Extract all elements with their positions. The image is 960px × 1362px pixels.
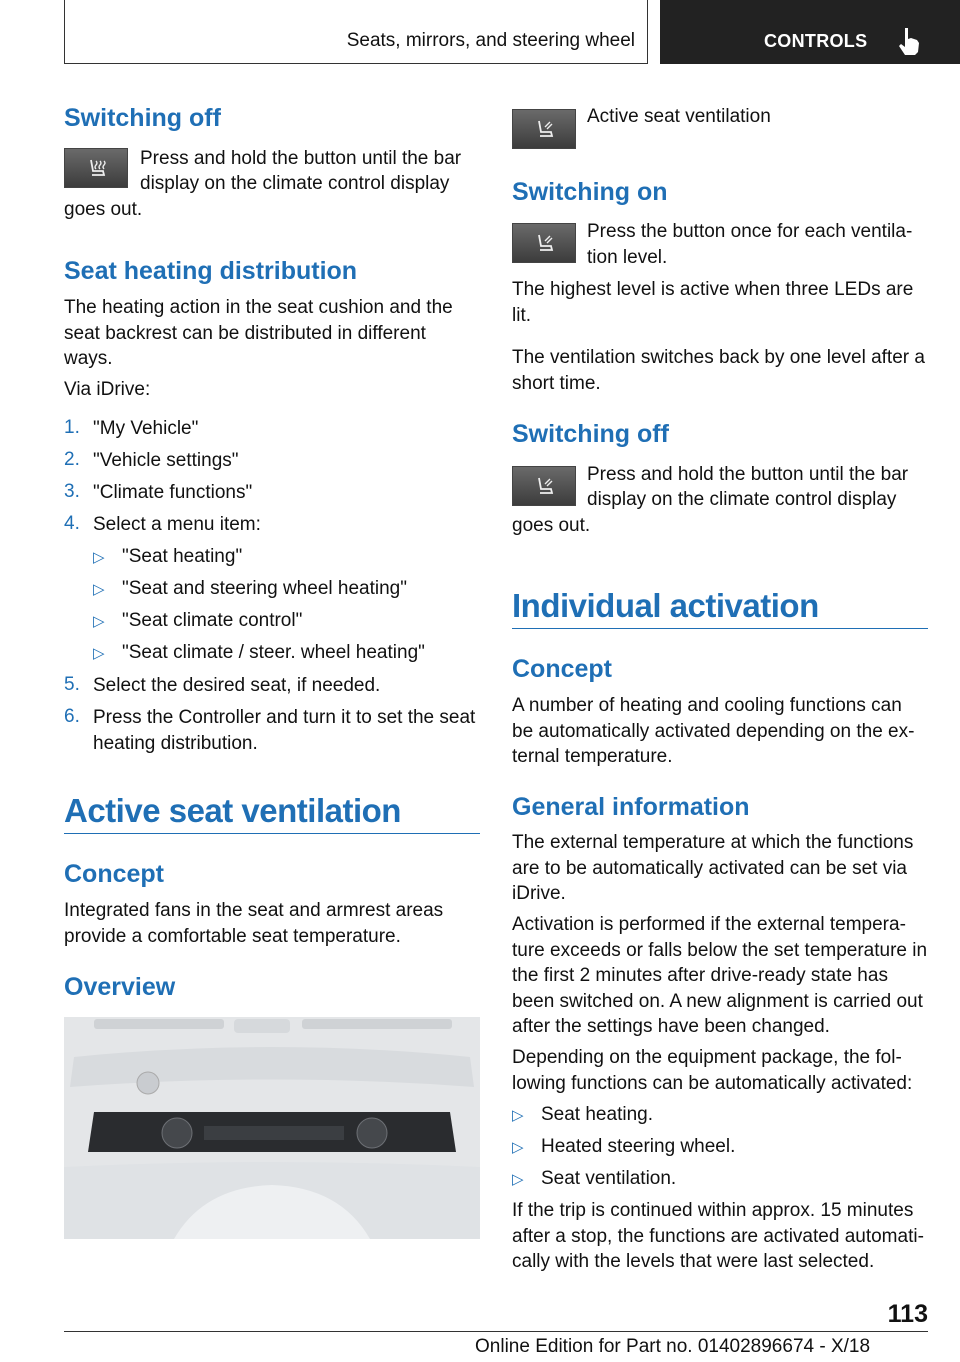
step-text: Press the Controller and turn it to set the seat heating distribution. bbox=[93, 707, 476, 754]
switching-off-line1: Press and hold the button until the bar bbox=[587, 464, 909, 485]
concept-text: Integrated fans in the seat and armrest areas provide a comfortable seat temperature. bbox=[64, 900, 444, 947]
step-number: 4. bbox=[64, 513, 80, 534]
switching-off-heading: Switching off bbox=[64, 104, 221, 132]
step-number: 1. bbox=[64, 417, 80, 438]
switching-off-heading: Switching off bbox=[512, 420, 669, 448]
sub-item: "Seat and steering wheel heating" bbox=[122, 578, 407, 599]
switches-back-text: The ventilation switches back by one level after a short time. bbox=[512, 347, 925, 394]
heading-rule bbox=[64, 833, 480, 834]
seat-ventilation-button-image bbox=[512, 223, 576, 263]
switching-off-line2: display on the climate control display bbox=[140, 173, 450, 194]
switching-on-line2: tion level. bbox=[587, 247, 668, 268]
switching-on-line1: Press the button once for each ventila- bbox=[587, 221, 913, 242]
seat-heating-icon bbox=[85, 157, 109, 181]
seat-ventilation-button-image bbox=[512, 109, 576, 149]
distribution-heading: Seat heating distribution bbox=[64, 257, 358, 285]
step-number: 5. bbox=[64, 674, 80, 695]
switching-on-heading: Switching on bbox=[512, 178, 668, 206]
individual-activation-heading: Individual activation bbox=[512, 587, 819, 624]
triangle-bullet-icon: ▷ bbox=[93, 613, 105, 630]
seat-heating-button-image bbox=[64, 148, 128, 188]
triangle-bullet-icon: ▷ bbox=[512, 1139, 524, 1156]
triangle-bullet-icon: ▷ bbox=[93, 581, 105, 598]
chapter-tab bbox=[660, 0, 960, 64]
depending-text: Depending on the equipment package, the fol-lowing functions can be automatically activated: bbox=[512, 1047, 913, 1094]
bullet-item: Seat ventilation. bbox=[541, 1168, 677, 1189]
ventilation-heading: Active seat ventilation bbox=[64, 792, 401, 829]
triangle-bullet-icon: ▷ bbox=[93, 549, 105, 566]
chapter-label: CONTROLS bbox=[764, 31, 868, 51]
step-text: "My Vehicle" bbox=[93, 418, 199, 439]
step-number: 2. bbox=[64, 449, 80, 470]
button-caption: Active seat ventilation bbox=[587, 106, 771, 127]
distribution-text: The heating action in the seat cushion and the seat backrest can be distributed in different ways. bbox=[64, 297, 453, 369]
seat-ventilation-icon bbox=[533, 118, 557, 142]
bullet-item: Seat heating. bbox=[541, 1104, 653, 1125]
overview-heading: Overview bbox=[64, 973, 176, 1001]
concept-text: A number of heating and cooling functions can be automatically activated depending on the ex-ternal temperature. bbox=[512, 695, 915, 767]
step-number: 3. bbox=[64, 481, 80, 502]
seat-ventilation-button-image bbox=[512, 466, 576, 506]
footer-rule bbox=[64, 1331, 928, 1332]
step-text: Select the desired seat, if needed. bbox=[93, 675, 381, 696]
climate-panel-illustration bbox=[64, 1017, 480, 1239]
heading-rule bbox=[512, 628, 928, 629]
sub-item: "Seat heating" bbox=[122, 546, 243, 567]
switching-off-line2: display on the climate control display bbox=[587, 489, 897, 510]
seat-ventilation-icon bbox=[533, 475, 557, 499]
triangle-bullet-icon: ▷ bbox=[512, 1107, 524, 1124]
general-information-heading: General information bbox=[512, 793, 750, 821]
general-information-text: The external temperature at which the functions are to be automatically activated can be set via iDrive. bbox=[512, 832, 914, 904]
via-idrive: Via iDrive: bbox=[64, 379, 151, 400]
bullet-item: Heated steering wheel. bbox=[541, 1136, 736, 1157]
step-text: "Vehicle settings" bbox=[93, 450, 239, 471]
triangle-bullet-icon: ▷ bbox=[93, 645, 105, 662]
concept-heading: Concept bbox=[64, 860, 164, 888]
sub-item: "Seat climate control" bbox=[122, 610, 303, 631]
activation-text: Activation is performed if the external tempera-ture exceeds or falls below the set temperature in the first 2 minutes after drive-ready state has been switched on. A new alignment is carried out after the settings have been changed. bbox=[512, 914, 928, 1037]
section-title: Seats, mirrors, and steering wheel bbox=[346, 30, 635, 51]
switching-off-line3: goes out. bbox=[512, 515, 591, 536]
triangle-bullet-icon: ▷ bbox=[512, 1171, 524, 1188]
sub-item: "Seat climate / steer. wheel heating" bbox=[122, 642, 425, 663]
edition-footer: Online Edition for Part no. 01402896674 - X/18 bbox=[475, 1336, 871, 1357]
running-header bbox=[64, 0, 648, 64]
page-number: 113 bbox=[887, 1300, 928, 1328]
concept-heading: Concept bbox=[512, 655, 612, 683]
step-text: "Climate functions" bbox=[93, 482, 253, 503]
highest-level-text: The highest level is active when three LEDs are lit. bbox=[512, 279, 914, 326]
switching-off-line1: Press and hold the button until the bar bbox=[140, 148, 462, 169]
seat-ventilation-icon bbox=[533, 232, 557, 256]
switching-off-line3: goes out. bbox=[64, 199, 143, 220]
climate-control-photo bbox=[64, 1017, 480, 1239]
step-text: Select a menu item: bbox=[93, 514, 261, 535]
hand-pointer-icon bbox=[896, 26, 922, 56]
step-number: 6. bbox=[64, 706, 80, 727]
trip-text: If the trip is continued within approx. 15 minutes after a stop, the functions are activated automati-cally with the levels that were last selected. bbox=[512, 1200, 924, 1272]
